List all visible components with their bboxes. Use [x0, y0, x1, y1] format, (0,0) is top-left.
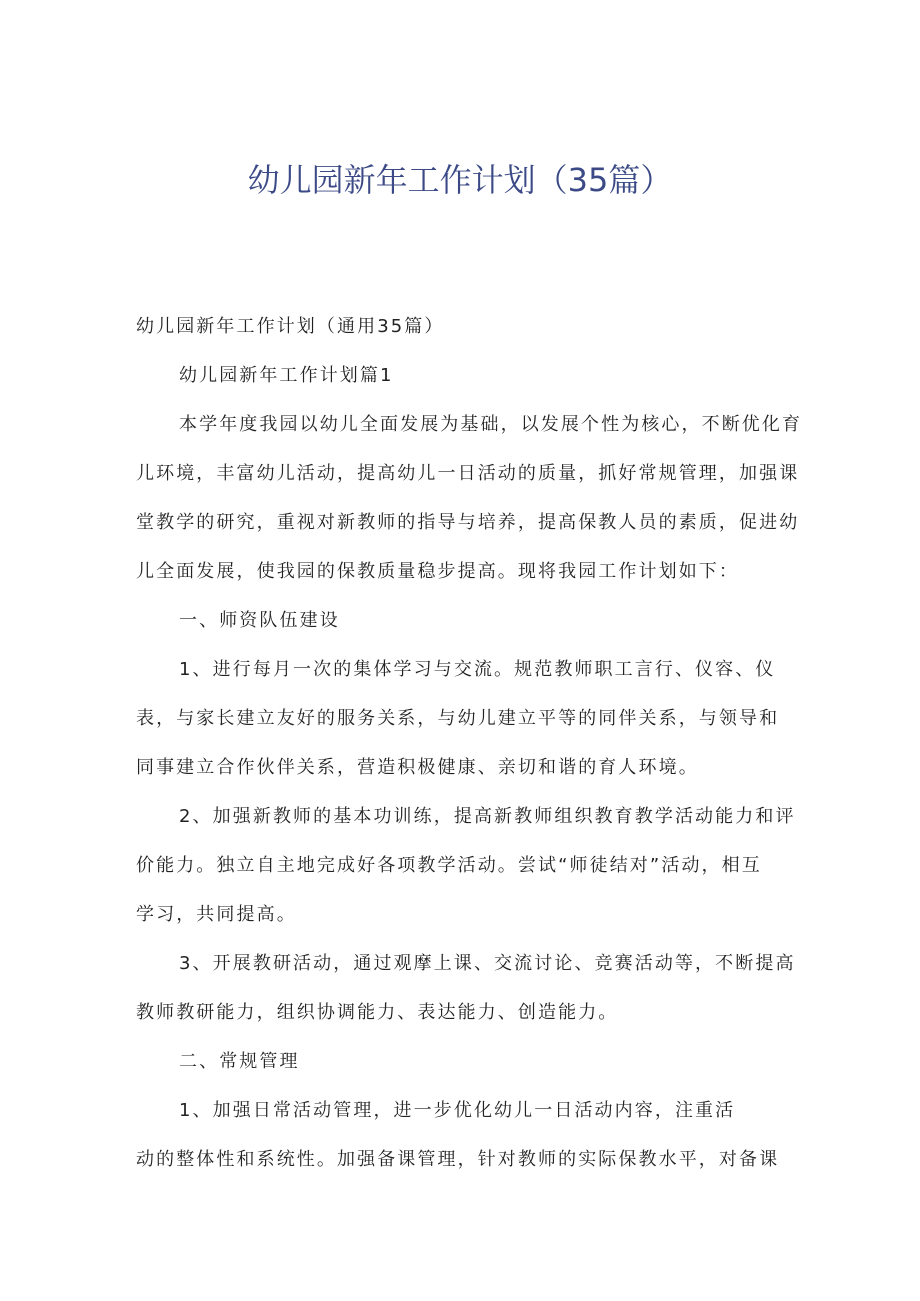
paragraph-line: 同事建立合作伙伴关系，营造积极健康、亲切和谐的育人环境。 [136, 757, 699, 778]
document-title: 幼儿园新年工作计划（35篇） [247, 161, 673, 199]
paragraph-line: 1、加强日常活动管理，进一步优化幼儿一日活动内容，注重活 [179, 1100, 736, 1121]
section-heading-routine: 二、常规管理 [179, 1051, 300, 1072]
paragraph-line: 本学年度我园以幼儿全面发展为基础，以发展个性为核心，不断优化育 [179, 414, 803, 435]
paragraph-line: 儿全面发展，使我园的保教质量稳步提高。现将我园工作计划如下： [136, 561, 739, 582]
document-subtitle: 幼儿园新年工作计划（通用35篇） [136, 316, 445, 337]
paragraph-line: 儿环境，丰富幼儿活动，提高幼儿一日活动的质量，抓好常规管理，加强课 [136, 463, 800, 484]
section-heading-teachers: 一、师资队伍建设 [179, 610, 340, 631]
paragraph-line: 教师教研能力，组织协调能力、表达能力、创造能力。 [136, 1002, 619, 1023]
paragraph-line: 动的整体性和系统性。加强备课管理，针对教师的实际保教水平，对备课 [136, 1149, 780, 1170]
paragraph-line: 堂教学的研究，重视对新教师的指导与培养，提高保教人员的素质，促进幼 [136, 512, 800, 533]
paragraph-line: 价能力。独立自主地完成好各项教学活动。尝试“师徒结对”活动，相互 [136, 855, 762, 876]
paragraph-line: 学习，共同提高。 [136, 904, 297, 925]
paragraph-line: 表，与家长建立友好的服务关系，与幼儿建立平等的同伴关系，与领导和 [136, 708, 780, 729]
paragraph-line: 3、开展教研活动，通过观摩上课、交流讨论、竞赛活动等，不断提高 [179, 953, 796, 974]
section-heading: 幼儿园新年工作计划篇1 [179, 365, 394, 386]
paragraph-line: 1、进行每月一次的集体学习与交流。规范教师职工言行、仪容、仪 [179, 659, 776, 680]
paragraph-line: 2、加强新教师的基本功训练，提高新教师组织教育教学活动能力和评 [179, 806, 796, 827]
